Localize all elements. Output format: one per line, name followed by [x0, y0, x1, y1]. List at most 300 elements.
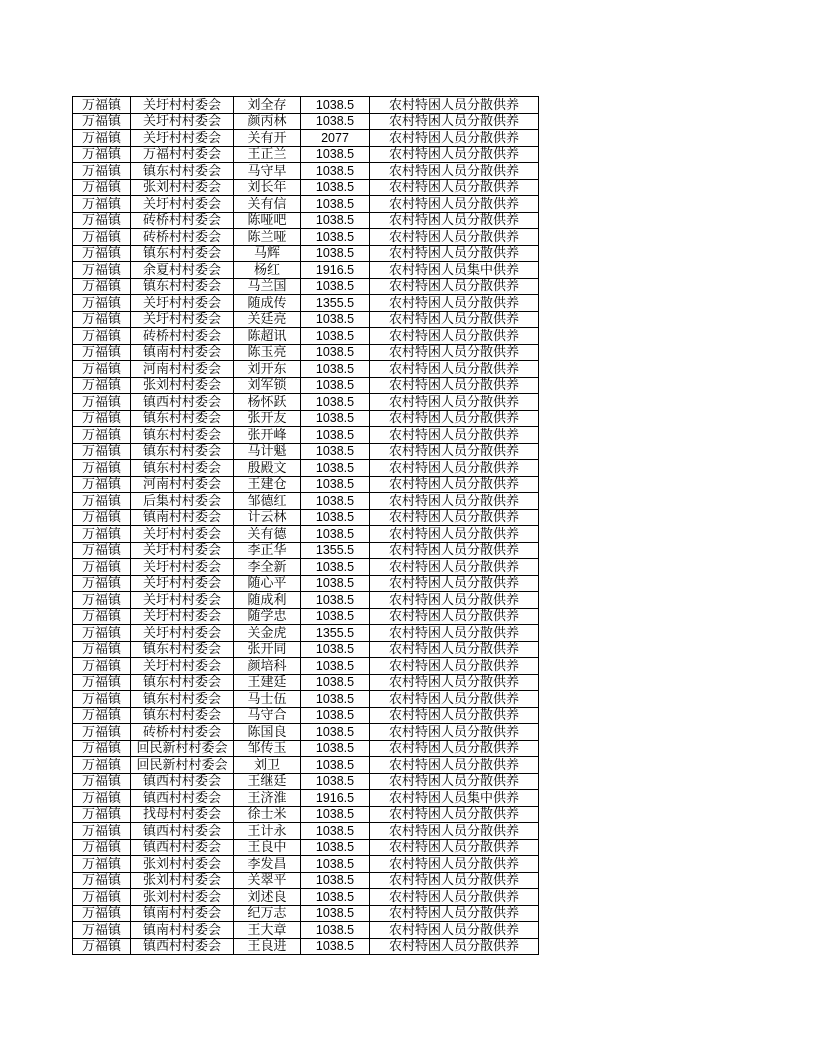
amount-cell: 1038.5 — [301, 476, 370, 493]
name-cell: 关廷亮 — [234, 311, 301, 328]
table-row — [73, 460, 539, 477]
town-cell: 万福镇 — [73, 608, 131, 625]
amount-cell: 1038.5 — [301, 427, 370, 444]
village-cell: 余夏村村委会 — [131, 262, 234, 279]
village-cell: 镇西村村委会 — [131, 790, 234, 807]
support-type-cell: 农村特困人员分散供养 — [370, 559, 539, 576]
town-cell: 万福镇 — [73, 328, 131, 345]
support-type-cell: 农村特困人员分散供养 — [370, 658, 539, 675]
amount-cell: 1038.5 — [301, 245, 370, 262]
table-row — [73, 179, 539, 196]
village-cell: 关圩村村委会 — [131, 575, 234, 592]
village-cell: 镇东村村委会 — [131, 410, 234, 427]
village-cell: 关圩村村委会 — [131, 658, 234, 675]
village-cell: 砖桥村村委会 — [131, 229, 234, 246]
support-type-cell: 农村特困人员分散供养 — [370, 460, 539, 477]
amount-cell: 1038.5 — [301, 740, 370, 757]
amount-cell: 1038.5 — [301, 526, 370, 543]
village-cell: 镇西村村委会 — [131, 839, 234, 856]
support-type-cell: 农村特困人员分散供养 — [370, 311, 539, 328]
amount-cell: 1038.5 — [301, 509, 370, 526]
village-cell: 关圩村村委会 — [131, 130, 234, 147]
amount-cell: 1038.5 — [301, 641, 370, 658]
amount-cell: 1355.5 — [301, 625, 370, 642]
name-cell: 马计魁 — [234, 443, 301, 460]
name-cell: 李发昌 — [234, 856, 301, 873]
town-cell: 万福镇 — [73, 707, 131, 724]
table-row — [73, 97, 539, 114]
support-type-cell: 农村特困人员集中供养 — [370, 790, 539, 807]
name-cell: 邹德红 — [234, 493, 301, 510]
town-cell: 万福镇 — [73, 938, 131, 955]
village-cell: 砖桥村村委会 — [131, 328, 234, 345]
table-row — [73, 707, 539, 724]
name-cell: 刘长年 — [234, 179, 301, 196]
amount-cell: 1038.5 — [301, 410, 370, 427]
support-type-cell: 农村特困人员分散供养 — [370, 146, 539, 163]
table-row — [73, 823, 539, 840]
village-cell: 关圩村村委会 — [131, 113, 234, 130]
support-type-cell: 农村特困人员分散供养 — [370, 905, 539, 922]
support-type-cell: 农村特困人员分散供养 — [370, 872, 539, 889]
table-row — [73, 905, 539, 922]
name-cell: 关翠平 — [234, 872, 301, 889]
table-row — [73, 757, 539, 774]
amount-cell: 1038.5 — [301, 278, 370, 295]
name-cell: 陈兰哑 — [234, 229, 301, 246]
table-row — [73, 410, 539, 427]
name-cell: 王继廷 — [234, 773, 301, 790]
table-body — [73, 97, 539, 955]
name-cell: 杨怀跃 — [234, 394, 301, 411]
table-row — [73, 278, 539, 295]
table-row — [73, 476, 539, 493]
support-type-cell: 农村特困人员分散供养 — [370, 509, 539, 526]
amount-cell: 1038.5 — [301, 146, 370, 163]
name-cell: 马兰国 — [234, 278, 301, 295]
name-cell: 王建廷 — [234, 674, 301, 691]
name-cell: 马士伍 — [234, 691, 301, 708]
name-cell: 王正兰 — [234, 146, 301, 163]
table-row — [73, 361, 539, 378]
support-type-cell: 农村特困人员分散供养 — [370, 163, 539, 180]
amount-cell: 1038.5 — [301, 691, 370, 708]
amount-cell: 1038.5 — [301, 773, 370, 790]
name-cell: 邹传玉 — [234, 740, 301, 757]
support-type-cell: 农村特困人员集中供养 — [370, 262, 539, 279]
town-cell: 万福镇 — [73, 245, 131, 262]
amount-cell: 1038.5 — [301, 856, 370, 873]
name-cell: 杨红 — [234, 262, 301, 279]
village-cell: 镇西村村委会 — [131, 938, 234, 955]
support-type-cell: 农村特困人员分散供养 — [370, 295, 539, 312]
table-row — [73, 229, 539, 246]
table-row — [73, 295, 539, 312]
name-cell: 随学忠 — [234, 608, 301, 625]
support-type-cell: 农村特困人员分散供养 — [370, 130, 539, 147]
town-cell: 万福镇 — [73, 575, 131, 592]
town-cell: 万福镇 — [73, 97, 131, 114]
town-cell: 万福镇 — [73, 460, 131, 477]
town-cell: 万福镇 — [73, 658, 131, 675]
table-row — [73, 212, 539, 229]
support-type-cell: 农村特困人员分散供养 — [370, 113, 539, 130]
amount-cell: 1038.5 — [301, 592, 370, 609]
name-cell: 王济淮 — [234, 790, 301, 807]
town-cell: 万福镇 — [73, 262, 131, 279]
amount-cell: 1038.5 — [301, 394, 370, 411]
amount-cell: 1038.5 — [301, 938, 370, 955]
name-cell: 王计永 — [234, 823, 301, 840]
amount-cell: 1038.5 — [301, 872, 370, 889]
table-row — [73, 196, 539, 213]
village-cell: 镇东村村委会 — [131, 460, 234, 477]
name-cell: 殷殿文 — [234, 460, 301, 477]
amount-cell: 1038.5 — [301, 113, 370, 130]
amount-cell: 1038.5 — [301, 575, 370, 592]
amount-cell: 1355.5 — [301, 542, 370, 559]
town-cell: 万福镇 — [73, 427, 131, 444]
table-row — [73, 773, 539, 790]
town-cell: 万福镇 — [73, 674, 131, 691]
amount-cell: 1038.5 — [301, 724, 370, 741]
amount-cell: 1355.5 — [301, 295, 370, 312]
town-cell: 万福镇 — [73, 130, 131, 147]
amount-cell: 1038.5 — [301, 344, 370, 361]
table-row — [73, 509, 539, 526]
table-row — [73, 592, 539, 609]
support-type-cell: 农村特困人员分散供养 — [370, 625, 539, 642]
table-row — [73, 130, 539, 147]
support-type-cell: 农村特困人员分散供养 — [370, 823, 539, 840]
support-type-cell: 农村特困人员分散供养 — [370, 608, 539, 625]
name-cell: 王良中 — [234, 839, 301, 856]
village-cell: 关圩村村委会 — [131, 542, 234, 559]
table-row — [73, 806, 539, 823]
table-row — [73, 245, 539, 262]
village-cell: 关圩村村委会 — [131, 559, 234, 576]
name-cell: 随成利 — [234, 592, 301, 609]
town-cell: 万福镇 — [73, 641, 131, 658]
table-row — [73, 839, 539, 856]
amount-cell: 1916.5 — [301, 262, 370, 279]
table-row — [73, 790, 539, 807]
support-type-cell: 农村特困人员分散供养 — [370, 245, 539, 262]
village-cell: 回民新村村委会 — [131, 757, 234, 774]
town-cell: 万福镇 — [73, 311, 131, 328]
support-type-cell: 农村特困人员分散供养 — [370, 757, 539, 774]
support-type-cell: 农村特困人员分散供养 — [370, 493, 539, 510]
amount-cell: 1038.5 — [301, 229, 370, 246]
data-table — [72, 96, 539, 955]
name-cell: 关有德 — [234, 526, 301, 543]
village-cell: 找母村村委会 — [131, 806, 234, 823]
name-cell: 马守合 — [234, 707, 301, 724]
village-cell: 张刘村村委会 — [131, 889, 234, 906]
name-cell: 关有开 — [234, 130, 301, 147]
name-cell: 王大章 — [234, 922, 301, 939]
table-row — [73, 394, 539, 411]
support-type-cell: 农村特困人员分散供养 — [370, 394, 539, 411]
village-cell: 关圩村村委会 — [131, 625, 234, 642]
table-row — [73, 311, 539, 328]
table-row — [73, 872, 539, 889]
town-cell: 万福镇 — [73, 625, 131, 642]
name-cell: 张开同 — [234, 641, 301, 658]
village-cell: 镇东村村委会 — [131, 278, 234, 295]
town-cell: 万福镇 — [73, 724, 131, 741]
town-cell: 万福镇 — [73, 344, 131, 361]
amount-cell: 1038.5 — [301, 839, 370, 856]
town-cell: 万福镇 — [73, 839, 131, 856]
village-cell: 张刘村村委会 — [131, 856, 234, 873]
table-row — [73, 724, 539, 741]
name-cell: 计云林 — [234, 509, 301, 526]
town-cell: 万福镇 — [73, 790, 131, 807]
amount-cell: 1038.5 — [301, 658, 370, 675]
town-cell: 万福镇 — [73, 179, 131, 196]
support-type-cell: 农村特困人员分散供养 — [370, 740, 539, 757]
town-cell: 万福镇 — [73, 295, 131, 312]
town-cell: 万福镇 — [73, 592, 131, 609]
amount-cell: 2077 — [301, 130, 370, 147]
name-cell: 马辉 — [234, 245, 301, 262]
support-type-cell: 农村特困人员分散供养 — [370, 278, 539, 295]
village-cell: 回民新村村委会 — [131, 740, 234, 757]
name-cell: 刘全存 — [234, 97, 301, 114]
name-cell: 颜丙林 — [234, 113, 301, 130]
table-row — [73, 575, 539, 592]
town-cell: 万福镇 — [73, 493, 131, 510]
support-type-cell: 农村特困人员分散供养 — [370, 691, 539, 708]
town-cell: 万福镇 — [73, 196, 131, 213]
town-cell: 万福镇 — [73, 856, 131, 873]
amount-cell: 1038.5 — [301, 905, 370, 922]
table-row — [73, 856, 539, 873]
support-type-cell: 农村特困人员分散供养 — [370, 806, 539, 823]
village-cell: 镇东村村委会 — [131, 674, 234, 691]
village-cell: 镇东村村委会 — [131, 245, 234, 262]
village-cell: 镇南村村委会 — [131, 922, 234, 939]
support-type-cell: 农村特困人员分散供养 — [370, 476, 539, 493]
name-cell: 马守早 — [234, 163, 301, 180]
village-cell: 河南村村委会 — [131, 476, 234, 493]
name-cell: 关有信 — [234, 196, 301, 213]
amount-cell: 1038.5 — [301, 707, 370, 724]
table-row — [73, 526, 539, 543]
village-cell: 砖桥村村委会 — [131, 724, 234, 741]
name-cell: 张开友 — [234, 410, 301, 427]
town-cell: 万福镇 — [73, 443, 131, 460]
support-type-cell: 农村特困人员分散供养 — [370, 641, 539, 658]
support-type-cell: 农村特困人员分散供养 — [370, 377, 539, 394]
town-cell: 万福镇 — [73, 113, 131, 130]
town-cell: 万福镇 — [73, 278, 131, 295]
name-cell: 李正华 — [234, 542, 301, 559]
name-cell: 李全新 — [234, 559, 301, 576]
name-cell: 陈哑吧 — [234, 212, 301, 229]
name-cell: 王良进 — [234, 938, 301, 955]
table-row — [73, 674, 539, 691]
support-type-cell: 农村特困人员分散供养 — [370, 938, 539, 955]
town-cell: 万福镇 — [73, 559, 131, 576]
name-cell: 陈玉亮 — [234, 344, 301, 361]
amount-cell: 1038.5 — [301, 163, 370, 180]
village-cell: 河南村村委会 — [131, 361, 234, 378]
amount-cell: 1038.5 — [301, 493, 370, 510]
village-cell: 镇东村村委会 — [131, 691, 234, 708]
amount-cell: 1038.5 — [301, 196, 370, 213]
amount-cell: 1038.5 — [301, 328, 370, 345]
village-cell: 镇南村村委会 — [131, 905, 234, 922]
support-type-cell: 农村特困人员分散供养 — [370, 427, 539, 444]
table-row — [73, 922, 539, 939]
village-cell: 镇东村村委会 — [131, 641, 234, 658]
town-cell: 万福镇 — [73, 757, 131, 774]
town-cell: 万福镇 — [73, 410, 131, 427]
table-row — [73, 938, 539, 955]
village-cell: 关圩村村委会 — [131, 592, 234, 609]
support-type-cell: 农村特困人员分散供养 — [370, 196, 539, 213]
town-cell: 万福镇 — [73, 163, 131, 180]
amount-cell: 1038.5 — [301, 674, 370, 691]
support-type-cell: 农村特困人员分散供养 — [370, 592, 539, 609]
village-cell: 镇东村村委会 — [131, 443, 234, 460]
table-row — [73, 740, 539, 757]
village-cell: 关圩村村委会 — [131, 311, 234, 328]
table-row — [73, 427, 539, 444]
town-cell: 万福镇 — [73, 361, 131, 378]
amount-cell: 1038.5 — [301, 212, 370, 229]
village-cell: 后集村村委会 — [131, 493, 234, 510]
support-type-cell: 农村特困人员分散供养 — [370, 542, 539, 559]
amount-cell: 1038.5 — [301, 757, 370, 774]
amount-cell: 1038.5 — [301, 377, 370, 394]
village-cell: 关圩村村委会 — [131, 196, 234, 213]
amount-cell: 1038.5 — [301, 179, 370, 196]
village-cell: 关圩村村委会 — [131, 295, 234, 312]
amount-cell: 1038.5 — [301, 361, 370, 378]
table-row — [73, 559, 539, 576]
village-cell: 镇西村村委会 — [131, 823, 234, 840]
table-row — [73, 262, 539, 279]
amount-cell: 1038.5 — [301, 97, 370, 114]
town-cell: 万福镇 — [73, 740, 131, 757]
name-cell: 陈超讯 — [234, 328, 301, 345]
amount-cell: 1038.5 — [301, 460, 370, 477]
table-row — [73, 625, 539, 642]
town-cell: 万福镇 — [73, 905, 131, 922]
support-type-cell: 农村特困人员分散供养 — [370, 889, 539, 906]
amount-cell: 1916.5 — [301, 790, 370, 807]
support-type-cell: 农村特困人员分散供养 — [370, 229, 539, 246]
village-cell: 关圩村村委会 — [131, 97, 234, 114]
table-row — [73, 493, 539, 510]
support-type-cell: 农村特困人员分散供养 — [370, 674, 539, 691]
town-cell: 万福镇 — [73, 509, 131, 526]
name-cell: 颜培科 — [234, 658, 301, 675]
amount-cell: 1038.5 — [301, 311, 370, 328]
amount-cell: 1038.5 — [301, 922, 370, 939]
village-cell: 关圩村村委会 — [131, 526, 234, 543]
table-row — [73, 641, 539, 658]
village-cell: 关圩村村委会 — [131, 608, 234, 625]
village-cell: 张刘村村委会 — [131, 377, 234, 394]
town-cell: 万福镇 — [73, 476, 131, 493]
table-row — [73, 377, 539, 394]
amount-cell: 1038.5 — [301, 608, 370, 625]
village-cell: 镇南村村委会 — [131, 344, 234, 361]
name-cell: 王建仓 — [234, 476, 301, 493]
name-cell: 张开峰 — [234, 427, 301, 444]
amount-cell: 1038.5 — [301, 823, 370, 840]
town-cell: 万福镇 — [73, 542, 131, 559]
village-cell: 万福村村委会 — [131, 146, 234, 163]
village-cell: 张刘村村委会 — [131, 872, 234, 889]
town-cell: 万福镇 — [73, 394, 131, 411]
support-type-cell: 农村特困人员分散供养 — [370, 212, 539, 229]
support-type-cell: 农村特困人员分散供养 — [370, 328, 539, 345]
town-cell: 万福镇 — [73, 377, 131, 394]
town-cell: 万福镇 — [73, 526, 131, 543]
town-cell: 万福镇 — [73, 773, 131, 790]
table-row — [73, 691, 539, 708]
table-row — [73, 542, 539, 559]
village-cell: 镇东村村委会 — [131, 163, 234, 180]
table-row — [73, 146, 539, 163]
table-row — [73, 344, 539, 361]
support-type-cell: 农村特困人员分散供养 — [370, 526, 539, 543]
name-cell: 刘述良 — [234, 889, 301, 906]
support-type-cell: 农村特困人员分散供养 — [370, 922, 539, 939]
village-cell: 砖桥村村委会 — [131, 212, 234, 229]
amount-cell: 1038.5 — [301, 806, 370, 823]
town-cell: 万福镇 — [73, 872, 131, 889]
town-cell: 万福镇 — [73, 922, 131, 939]
support-type-cell: 农村特困人员分散供养 — [370, 443, 539, 460]
village-cell: 镇南村村委会 — [131, 509, 234, 526]
support-type-cell: 农村特困人员分散供养 — [370, 179, 539, 196]
table-row — [73, 658, 539, 675]
name-cell: 刘军锁 — [234, 377, 301, 394]
village-cell: 镇东村村委会 — [131, 707, 234, 724]
support-type-cell: 农村特困人员分散供养 — [370, 773, 539, 790]
name-cell: 关金虎 — [234, 625, 301, 642]
name-cell: 陈国良 — [234, 724, 301, 741]
town-cell: 万福镇 — [73, 806, 131, 823]
town-cell: 万福镇 — [73, 691, 131, 708]
support-type-cell: 农村特困人员分散供养 — [370, 575, 539, 592]
support-type-cell: 农村特困人员分散供养 — [370, 410, 539, 427]
table-row — [73, 443, 539, 460]
name-cell: 随成传 — [234, 295, 301, 312]
amount-cell: 1038.5 — [301, 443, 370, 460]
table-row — [73, 328, 539, 345]
name-cell: 随心平 — [234, 575, 301, 592]
support-type-cell: 农村特困人员分散供养 — [370, 707, 539, 724]
support-type-cell: 农村特困人员分散供养 — [370, 344, 539, 361]
town-cell: 万福镇 — [73, 889, 131, 906]
town-cell: 万福镇 — [73, 229, 131, 246]
table-row — [73, 113, 539, 130]
village-cell: 镇西村村委会 — [131, 394, 234, 411]
town-cell: 万福镇 — [73, 823, 131, 840]
name-cell: 刘开东 — [234, 361, 301, 378]
support-type-cell: 农村特困人员分散供养 — [370, 97, 539, 114]
name-cell: 纪万志 — [234, 905, 301, 922]
name-cell: 徐士米 — [234, 806, 301, 823]
support-type-cell: 农村特困人员分散供养 — [370, 724, 539, 741]
